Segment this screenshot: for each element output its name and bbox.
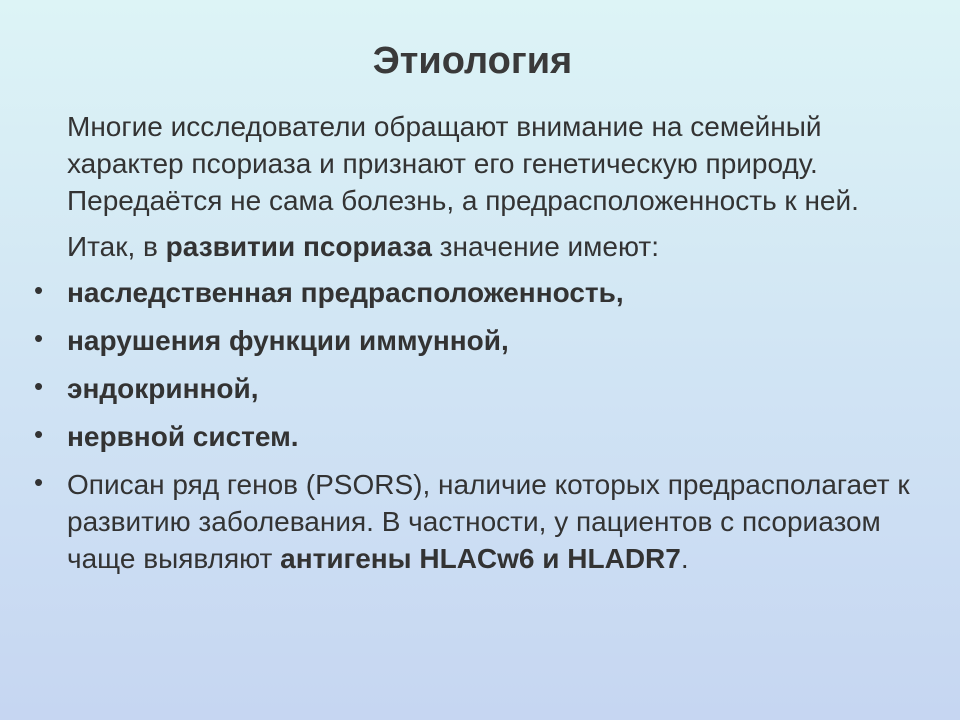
bullet-item-endocrine (30, 370, 930, 407)
intro-paragraph: Многие исследователи обращают внимание на семейный характер псориаза и признают его генетическую природу. Передаётся не сама болезнь, а предрасположенность к ней. (67, 111, 859, 216)
genes-text: Описан ряд генов (PSORS), наличие которых предрасполагает к развитию заболевания. В частности, у пациентов с псориазом чаще выявляют (67, 469, 910, 574)
bullet-text: нервной систем. (67, 421, 299, 452)
antigen-hladr7: HLADR7 (567, 543, 681, 574)
bullet-text: наследственная предрасположенность, (67, 277, 624, 308)
lead-bold: развитии псориаза (165, 231, 432, 262)
genes-join: и (534, 543, 568, 574)
bullet-item-genes (30, 466, 930, 577)
lead-after: значение имеют: (431, 231, 659, 262)
bullet-icon: • (34, 371, 44, 401)
bullet-item-nervous (30, 418, 930, 455)
bullet-icon: • (34, 419, 44, 449)
slide-title: Этиология (372, 40, 573, 82)
lead-before: Итак, в (67, 231, 166, 262)
bullet-icon: • (34, 323, 44, 353)
bullet-text: эндокринной, (67, 373, 259, 404)
bullet-item-heredity (30, 274, 930, 311)
bullet-icon: • (34, 275, 44, 305)
genes-end: . (680, 543, 689, 574)
lead-paragraph (67, 228, 930, 265)
bullet-item-immune (30, 322, 930, 359)
slide-body (30, 108, 930, 588)
bullet-icon: • (34, 467, 44, 497)
antigen-hlacw6: антигены HLACw6 (280, 543, 535, 574)
bullet-text: нарушения функции иммунной, (67, 325, 509, 356)
